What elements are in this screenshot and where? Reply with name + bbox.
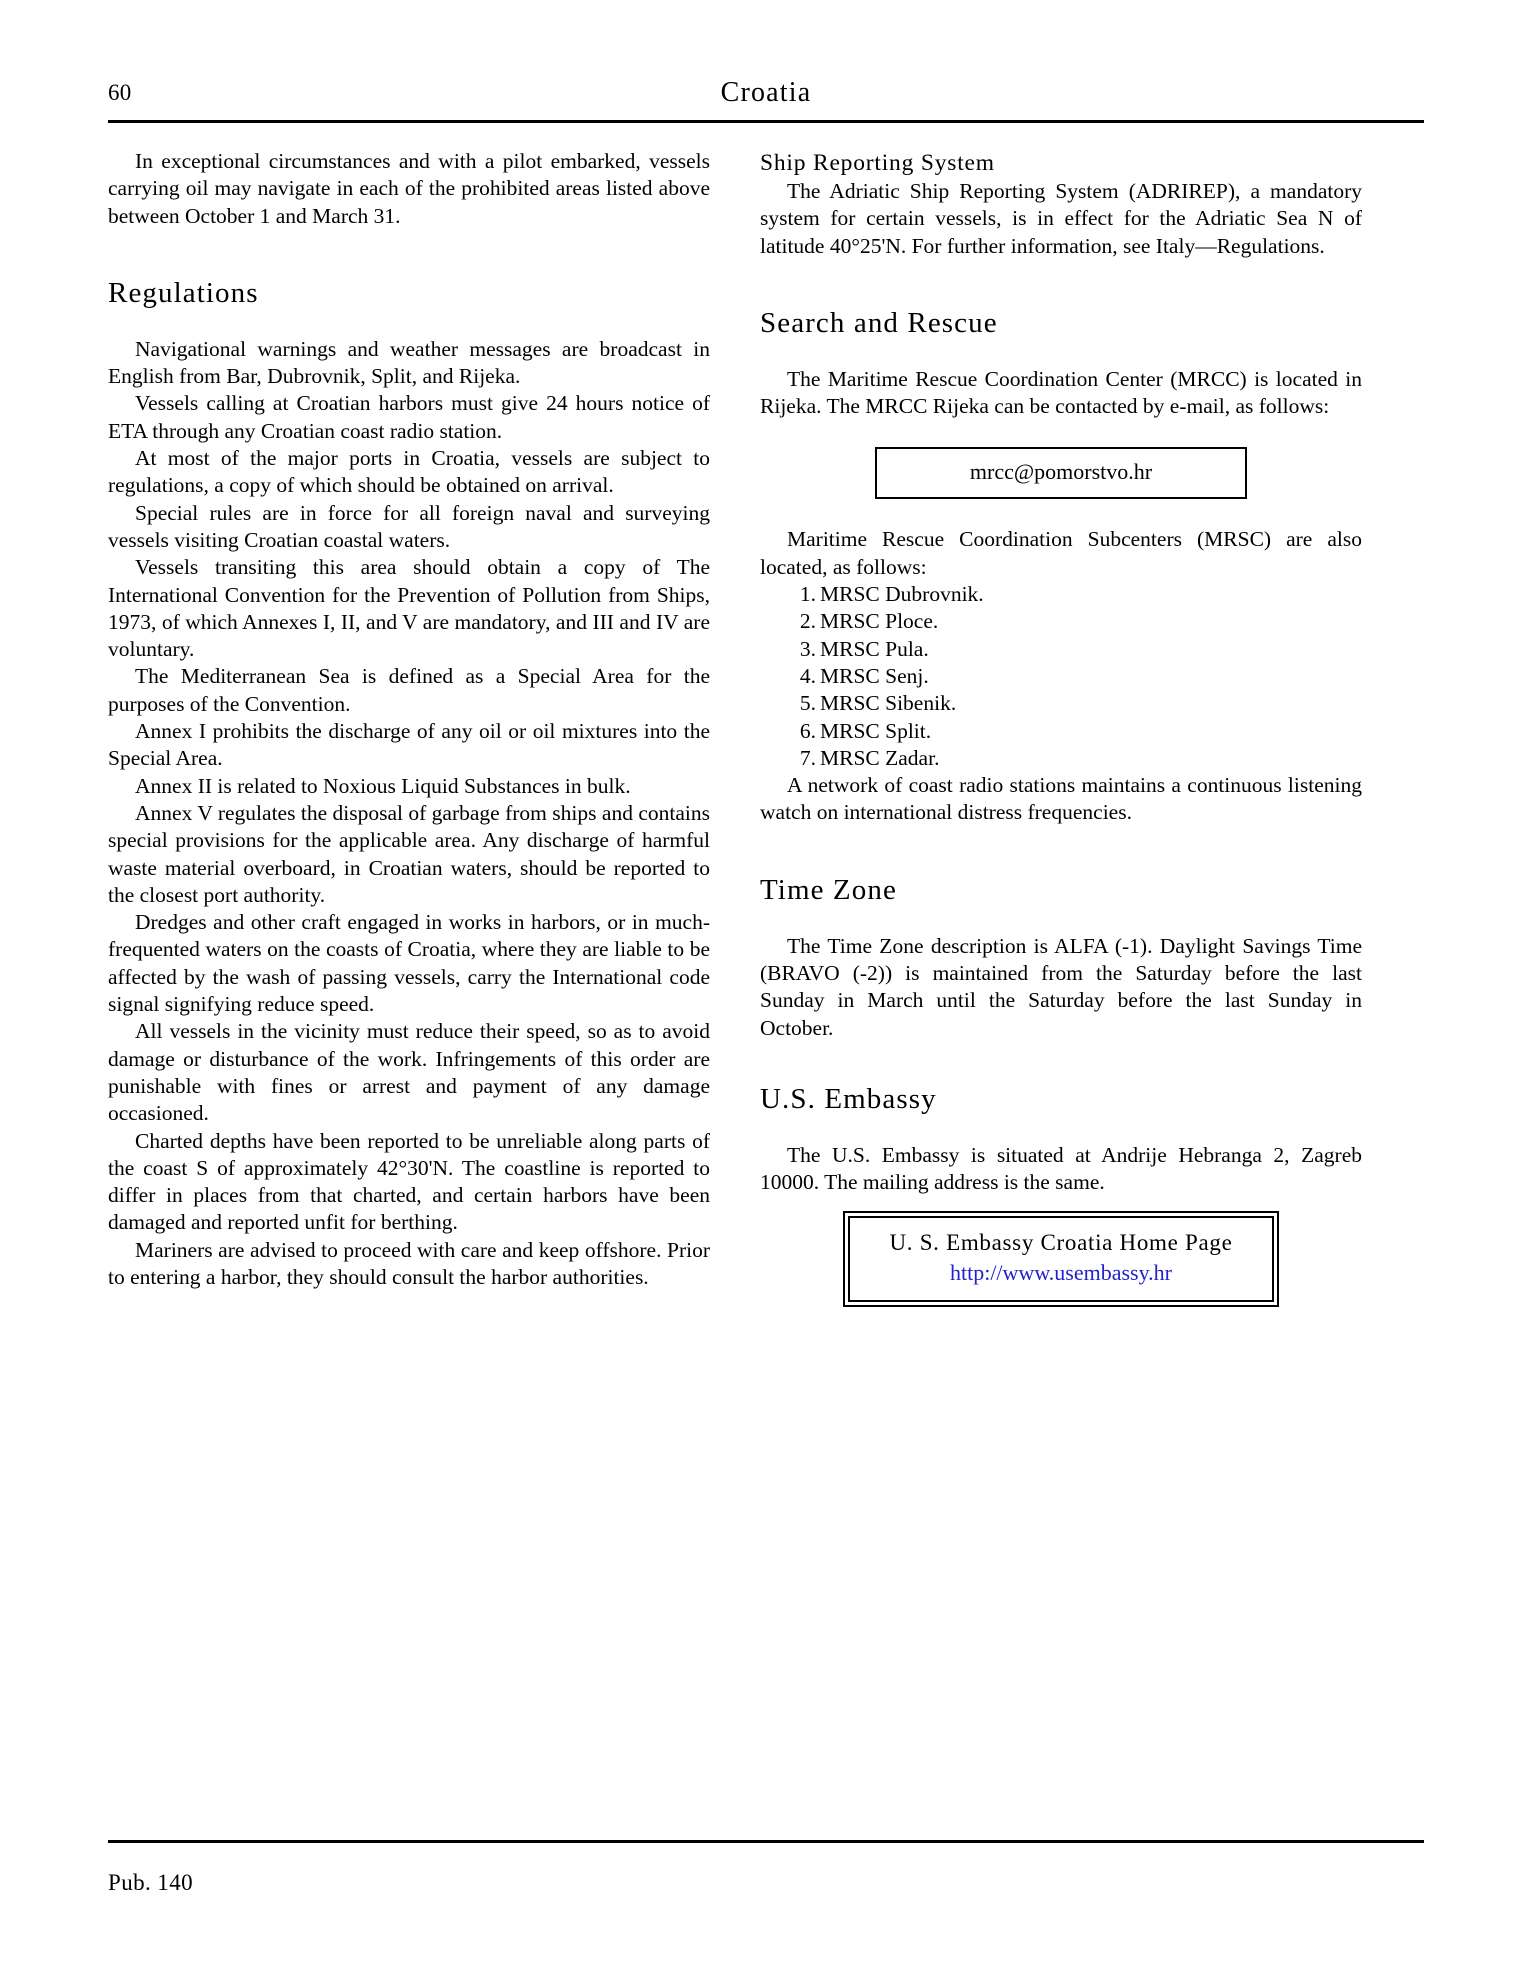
paragraph-regulations-2: At most of the major ports in Croatia, vessels are subject to regulations, a copy of which should be obtained on arrival. bbox=[108, 446, 710, 498]
page-number: 60 bbox=[108, 80, 132, 105]
list-item bbox=[760, 636, 1362, 663]
spacer bbox=[760, 827, 1362, 873]
list-item-number: 5. bbox=[799, 691, 816, 716]
paragraph-regulations-12: Mariners are advised to proceed with care and keep offshore. Prior to entering a harbor, they should consult the harbor authorities. bbox=[108, 1237, 710, 1289]
list-item bbox=[760, 745, 1362, 772]
paragraph-intro: In exceptional circumstances and with a pilot embarked, vessels carrying oil may navigate in each of the prohibited areas listed above between October 1 and March 31. bbox=[108, 149, 710, 228]
list-item-label: MRSC Zadar. bbox=[820, 745, 940, 770]
spacer bbox=[760, 499, 1362, 526]
paragraph-regulations-10: All vessels in the vicinity must reduce their speed, so as to avoid damage or disturbance of the work. Infringements of this order are punishable with fines or arrest and payment of any damage occasioned. bbox=[108, 1019, 710, 1126]
list-item-label: MRSC Sibenik. bbox=[820, 691, 957, 716]
left-column bbox=[108, 148, 710, 1291]
spacer bbox=[108, 310, 710, 336]
spacer bbox=[760, 1116, 1362, 1142]
list-item bbox=[760, 581, 1362, 608]
footer-publication: Pub. 140 bbox=[108, 1870, 193, 1895]
spacer bbox=[760, 907, 1362, 933]
list-item-number: 3. bbox=[799, 636, 816, 661]
paragraph-mrsc-intro: Maritime Rescue Coordination Subcenters (MRSC) are also located, as follows: bbox=[760, 527, 1362, 579]
paragraph-time-zone: The Time Zone description is ALFA (-1). Daylight Savings Time (BRAVO (-2)) is maintained from the Saturday before the last Sunday in March until the Saturday before the last Sunday in October. bbox=[760, 933, 1362, 1040]
spacer bbox=[760, 1197, 1362, 1211]
list-item-number: 2. bbox=[799, 609, 816, 634]
list-item bbox=[760, 690, 1362, 717]
paragraph-regulations-1: Vessels calling at Croatian harbors must give 24 hours notice of ETA through any Croatian coast radio station. bbox=[108, 391, 710, 443]
list-item bbox=[760, 663, 1362, 690]
paragraph-search-rescue: The Maritime Rescue Coordination Center (MRCC) is located in Rijeka. The MRCC Rijeka can be contacted by e-mail, as follows: bbox=[760, 366, 1362, 419]
embassy-link-callout bbox=[760, 1211, 1362, 1307]
spacer bbox=[760, 1042, 1362, 1082]
embassy-link-box[interactable] bbox=[843, 1211, 1279, 1307]
header-rule bbox=[108, 120, 1424, 123]
mrcc-email-text: mrcc@pomorstvo.hr bbox=[969, 459, 1153, 485]
paragraph-regulations-0: Navigational warnings and weather messages are broadcast in English from Bar, Dubrovnik, Split, and Rijeka. bbox=[108, 336, 710, 389]
spacer bbox=[760, 340, 1362, 366]
paragraph-regulations-4: Vessels transiting this area should obtain a copy of The International Convention for the Prevention of Pollution from Ships, 1973, of which Annexes I, II, and V are mandatory, and III and IV are voluntary. bbox=[108, 555, 710, 662]
paragraph-regulations-7: Annex II is related to Noxious Liquid Substances in bulk. bbox=[135, 773, 631, 798]
paragraph-regulations-3: Special rules are in force for all foreign naval and surveying vessels visiting Croatian coastal waters. bbox=[108, 500, 710, 552]
embassy-homepage-link[interactable]: http://www.usembassy.hr bbox=[949, 1259, 1173, 1285]
list-item-number: 1. bbox=[799, 582, 816, 607]
list-item-label: MRSC Dubrovnik. bbox=[820, 582, 984, 607]
paragraph-regulations-5: The Mediterranean Sea is defined as a Special Area for the purposes of the Convention. bbox=[108, 664, 710, 716]
list-item bbox=[760, 718, 1362, 745]
paragraph-coast-radio: A network of coast radio stations maintains a continuous listening watch on international distress frequencies. bbox=[760, 773, 1362, 825]
list-item-label: MRSC Senj. bbox=[820, 663, 929, 688]
page-title: Croatia bbox=[720, 77, 812, 108]
paragraph-regulations-6: Annex I prohibits the discharge of any oil or oil mixtures into the Special Area. bbox=[108, 719, 710, 771]
heading-regulations: Regulations bbox=[108, 276, 259, 309]
list-item-label: MRSC Split. bbox=[820, 718, 932, 743]
spacer bbox=[760, 260, 1362, 306]
heading-time-zone: Time Zone bbox=[760, 873, 897, 906]
paragraph-ship-reporting: The Adriatic Ship Reporting System (ADRIREP), a mandatory system for certain vessels, is in effect for the Adriatic Sea N of latitude 40°25'N. For further information, see Italy—Regulations. bbox=[760, 179, 1362, 258]
paragraph-regulations-9: Dredges and other craft engaged in works in harbors, or in much-frequented waters on the coasts of Croatia, where they are liable to be affected by the wash of passing vessels, carry the International code signal signifying reduce speed. bbox=[108, 910, 710, 1017]
embassy-box-title: U. S. Embassy Croatia Home Page bbox=[889, 1229, 1233, 1255]
spacer bbox=[108, 230, 710, 276]
subheading-ship-reporting-system: Ship Reporting System bbox=[760, 150, 995, 176]
paragraph-regulations-11: Charted depths have been reported to be unreliable along parts of the coast S of approximately 42°30'N. The coastline is reported to differ in places from that charted, and certain harbors have been damaged and reported unfit for berthing. bbox=[108, 1128, 710, 1235]
list-item-label: MRSC Ploce. bbox=[820, 609, 939, 634]
list-item bbox=[760, 608, 1362, 635]
mrsc-list bbox=[760, 581, 1362, 772]
mrcc-email-callout bbox=[760, 447, 1362, 499]
running-head bbox=[108, 78, 1424, 112]
heading-search-and-rescue: Search and Rescue bbox=[760, 306, 998, 339]
footer-rule bbox=[108, 1840, 1424, 1843]
spacer bbox=[760, 420, 1362, 447]
list-item-number: 7. bbox=[799, 745, 816, 770]
list-item-label: MRSC Pula. bbox=[820, 636, 929, 661]
mrcc-email-box bbox=[875, 447, 1247, 499]
heading-us-embassy: U.S. Embassy bbox=[760, 1082, 937, 1115]
list-item-number: 4. bbox=[799, 663, 816, 688]
list-item-number: 6. bbox=[799, 718, 816, 743]
embassy-link-box-inner bbox=[848, 1216, 1274, 1302]
paragraph-us-embassy: The U.S. Embassy is situated at Andrije Hebranga 2, Zagreb 10000. The mailing address is the same. bbox=[760, 1142, 1362, 1195]
paragraph-regulations-8: Annex V regulates the disposal of garbage from ships and contains special provisions for the applicable area. Any discharge of harmful waste material overboard, in Croatian waters, should be reported to the closest port authority. bbox=[108, 800, 710, 907]
right-column bbox=[760, 148, 1362, 1307]
